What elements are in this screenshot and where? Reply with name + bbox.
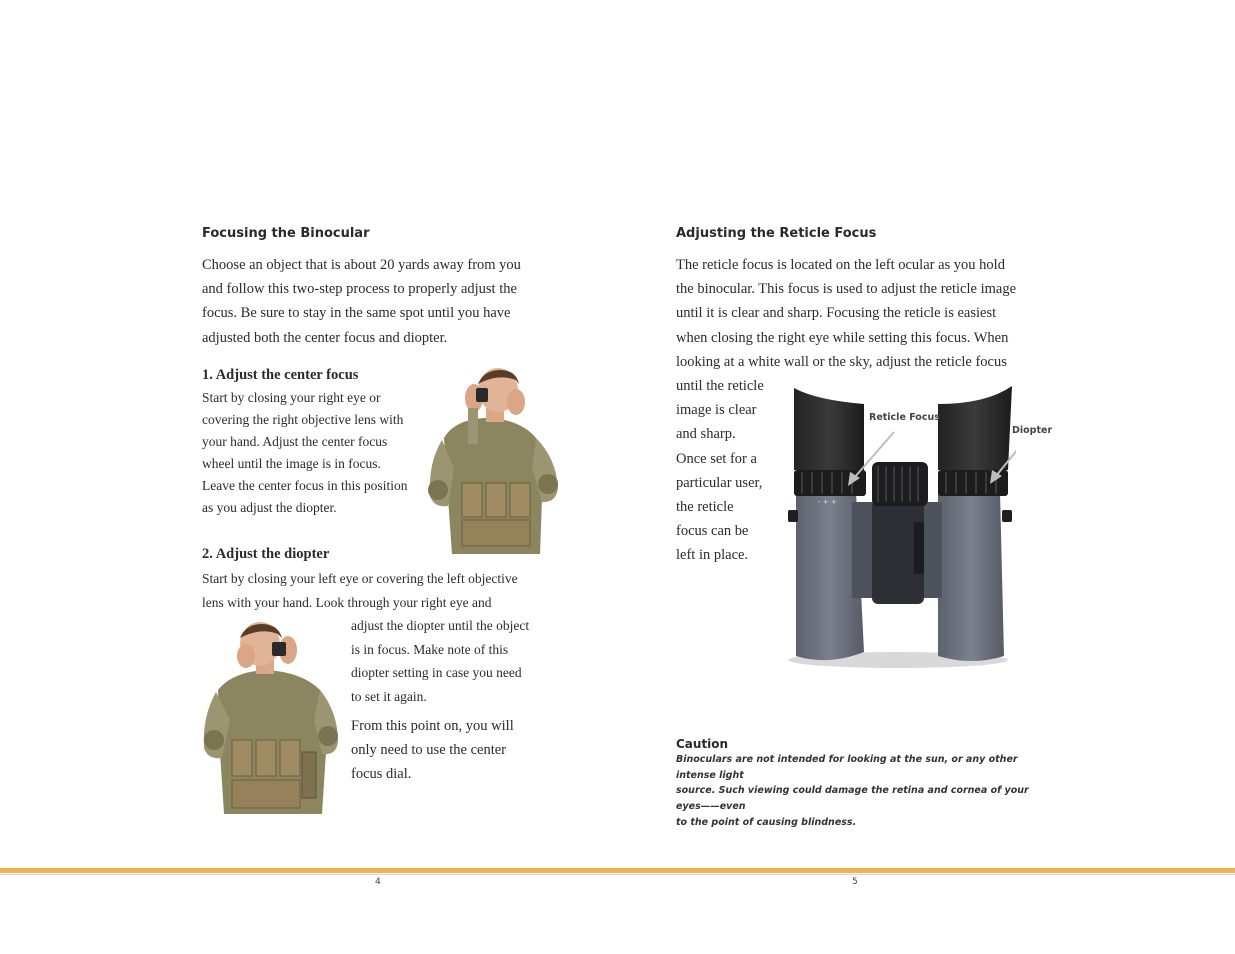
caution-title: Caution — [676, 737, 729, 751]
text-line: covering the right objective lens with — [202, 412, 404, 427]
text-line: focus dial. — [351, 766, 412, 783]
text-line: particular user, — [676, 474, 763, 491]
text-line: focus. Be sure to stay in the same spot until you have — [202, 305, 511, 322]
step1-heading: 1. Adjust the center focus — [202, 367, 359, 383]
footer-accent-line — [0, 868, 1235, 873]
text-line: your hand. Adjust the center focus — [202, 434, 388, 449]
svg-text:- + +: - + + — [818, 498, 837, 506]
text-line: Binoculars are not intended for looking at the sun, or any other intense light — [676, 754, 1018, 781]
text-line: to set it again. — [351, 688, 427, 704]
text-line: only need to use the center — [351, 742, 507, 759]
text-line: lens with your hand. Look through your right eye and — [202, 595, 492, 610]
text-line: when closing the right eye while setting this focus. When — [676, 329, 1009, 346]
text-line: The reticle focus is located on the left ocular as you hold — [676, 257, 1005, 273]
text-line: until it is clear and sharp. Focusing the reticle is easiest — [676, 305, 997, 322]
text-line: From this point on, you will — [351, 718, 514, 734]
step2-paragraph-wrapped — [351, 614, 551, 708]
text-line: diopter setting in case you need — [351, 665, 522, 680]
text-line: Once set for a — [676, 450, 757, 467]
step2-paragraph-top — [202, 567, 547, 615]
text-line: Start by closing your left eye or covering the left objective — [202, 571, 518, 586]
text-line: focus can be — [676, 523, 749, 540]
text-line: the reticle — [676, 499, 734, 516]
text-line: is in focus. Make note of this — [351, 641, 509, 657]
text-line: looking at a white wall or the sky, adjust the reticle focus — [676, 353, 1007, 370]
diopter-label: Diopter — [1012, 425, 1053, 436]
page-number-left: 4 — [375, 877, 381, 887]
reticle-paragraph-narrow — [676, 374, 786, 568]
caution-text — [676, 752, 1046, 831]
text-line: Start by closing your right eye or — [202, 390, 381, 405]
text-line: adjusted both the center focus and diopter. — [202, 329, 448, 346]
soldier-binocular-illustration — [202, 622, 340, 814]
text-line: until the reticle — [676, 378, 764, 394]
reticle-paragraph — [676, 253, 1036, 374]
soldier-binocular-illustration — [424, 368, 560, 554]
right-page-title: Adjusting the Reticle Focus — [676, 226, 877, 241]
text-line: and follow this two-step process to properly adjust the — [202, 281, 517, 298]
text-line: as you adjust the diopter. — [202, 500, 337, 515]
intro-paragraph — [202, 253, 542, 350]
text-line: source. Such viewing could damage the retina and cornea of your eyes——even — [676, 785, 1029, 813]
text-line: Leave the center focus in this position — [202, 478, 408, 493]
text-line: adjust the diopter until the object — [351, 618, 530, 633]
text-line: Choose an object that is about 20 yards away from you — [202, 257, 521, 273]
step1-paragraph — [202, 387, 427, 519]
left-page-title: Focusing the Binocular — [202, 226, 370, 241]
text-line: image is clear — [676, 402, 757, 419]
text-line: and sharp. — [676, 426, 736, 443]
binocular-illustration — [786, 382, 1016, 672]
text-line: to the point of causing blindness. — [676, 816, 857, 828]
text-line: the binocular. This focus is used to adjust the reticle image — [676, 281, 1016, 298]
text-line: left in place. — [676, 547, 749, 564]
text-line: wheel until the image is in focus. — [202, 456, 381, 471]
step2-heading: 2. Adjust the diopter — [202, 546, 330, 562]
final-paragraph — [351, 714, 551, 787]
page-number-right: 5 — [852, 877, 858, 887]
reticle-focus-label: Reticle Focus — [869, 412, 940, 423]
footer-divider — [0, 874, 1235, 875]
